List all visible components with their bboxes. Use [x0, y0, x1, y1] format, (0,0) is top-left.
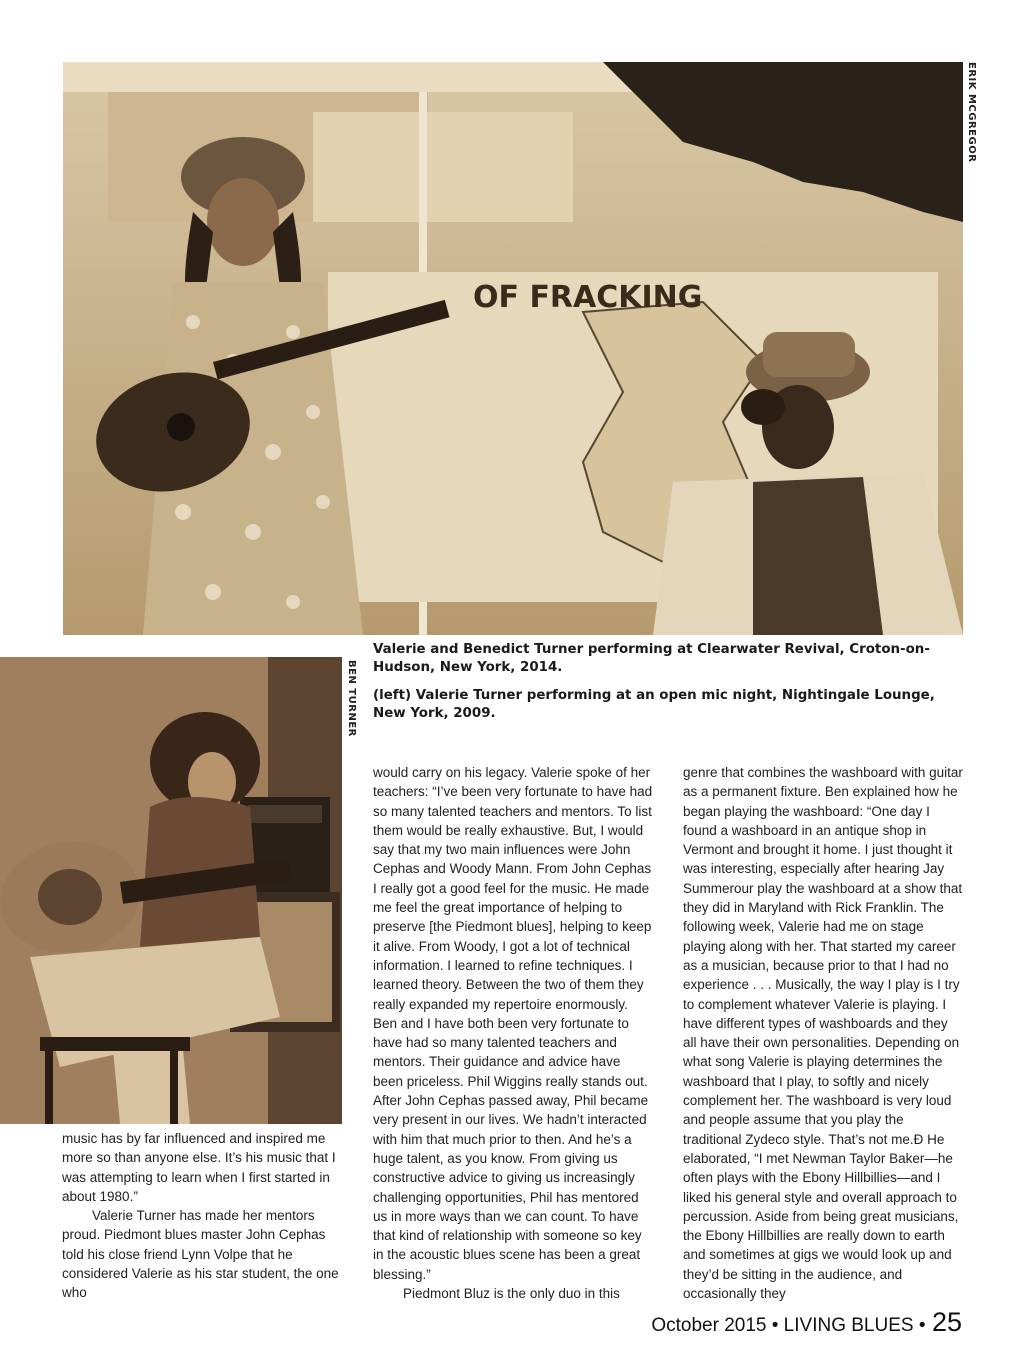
col2-paragraph-2: Piedmont Bluz is the only duo in this	[403, 1286, 620, 1302]
left-photo	[0, 657, 342, 1124]
caption-left-photo: (left) Valerie Turner performing at an open mic night, Nightingale Lounge, New York, 2009.	[373, 688, 935, 721]
page-number: 25	[931, 1307, 962, 1337]
page-footer	[651, 1307, 962, 1338]
col2-paragraph-1: would carry on his legacy. Valerie spoke of her teachers: “I’ve been very fortunate to have had so many talented teachers and mentors. To list them would be really exhaustive. But, I would say that my two main influences were John Cephas and Woody Mann. From John Cephas I really got a good feel for the music. He made me feel the great importance of helping to preserve [the Piedmont blues], helping to keep it alive. From Woody, I got a lot of technical information. I learned to refine techniques. I learned theory. Between the two of them they really expanded my repertoire enormously. Ben and I have both been very fortunate to have had so many talented teachers and mentors. Their guidance and advice have been priceless. Phil Wiggins really stands out. After John Cephas passed away, Phil became very present in our lives. We hadn’t interacted with him that much prior to then. And he’s a huge talent, as you know. From giving us constructive advice to giving us increasingly challenging opportunities, Phil has mentored us in more ways than we can count. To have that kind of relationship with someone so key in the acoustic blues scene has been a great blessing.”	[373, 765, 653, 1282]
footer-issue: October 2015 • LIVING BLUES •	[651, 1315, 926, 1336]
col1-paragraph-1: music has by far influenced and inspired me more so than anyone else. It’s his music that I was attempting to learn when I first started in about 1980.”	[62, 1131, 336, 1204]
column-3	[683, 763, 963, 1303]
banner-text: OF FRACKING	[473, 280, 703, 315]
top-photo	[63, 62, 963, 635]
left-photo-credit: BEN TURNER	[346, 660, 357, 737]
col3-paragraph-1: genre that combines the washboard with guitar as a permanent fixture. Ben explained how he began playing the washboard: “One day I found a washboard in an antique shop in Vermont and brought it home. I just thought it was interesting, especially after hearing Jay Summerour play the washboard at a show that they did in Maryland with Rick Franklin. The following week, Valerie had me on stage playing along with her. That started my career as a musician, because prior to that I had no experience . . . Musically, the way I play is I try to complement whatever Valerie is playing. I have different types of washboards and they all have their own personalities. Depending on what song Valerie is playing determines the washboard that I play, to softly and nicely complement her. The washboard is very loud and people assume that you play the traditional Zydeco style. That’s not me.Ð He elaborated, “I met Newman Taylor Baker—he often plays with the Ebony Hillbillies—and I liked his general style and overall approach to percussion. Aside from being great musicians, the Ebony Hillbillies are really down to earth and sometimes at gigs we would look up and they’d be sitting in the audience, and occasionally they	[683, 765, 963, 1302]
top-photo-credit: ERIK MCGREGOR	[966, 62, 977, 163]
column-1	[62, 1129, 342, 1303]
caption-top-photo: Valerie and Benedict Turner performing at Clearwater Revival, Croton-on-Hudson, New York, 2014.	[373, 642, 930, 675]
col1-paragraph-2: Valerie Turner has made her mentors proud. Piedmont blues master John Cephas told his close friend Lynn Volpe that he considered Valerie as his star student, the one who	[62, 1208, 339, 1301]
column-2	[373, 763, 653, 1303]
